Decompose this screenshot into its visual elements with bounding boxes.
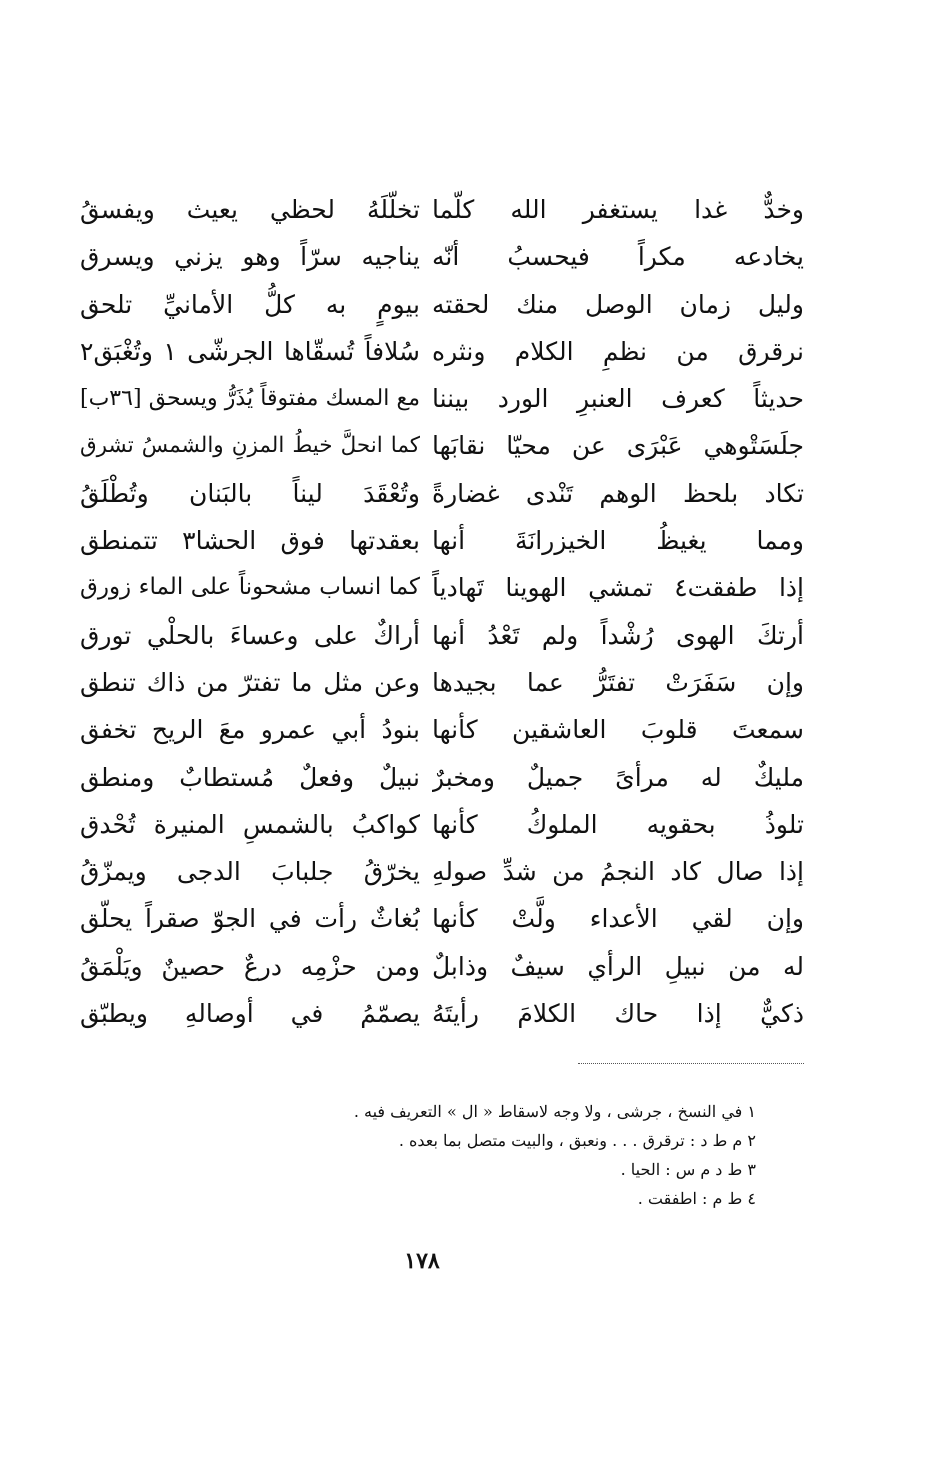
verse-line: بيومٍ به كلُّ الأمانيِّ تلحق	[80, 289, 420, 319]
verse-line: له من نبيلِ الرأي سيفٌ وذابلٌ	[432, 951, 804, 981]
verse-line: حديثاً كعرف العنبرِ الورد بيننا	[432, 384, 804, 414]
verse-line: تلوذُ بحقويه الملوكُ كأنها	[432, 809, 804, 839]
verse-line: مع المسك مفتوقاً يُذَرُّ ويسحق [٣٦ب]	[80, 386, 420, 412]
page-number: ١٧٨	[404, 1248, 440, 1274]
verse-line: أرتكَ الهوى رُشْداً ولم تَعْدُ أنها	[432, 620, 804, 650]
verse-line: بُغاثٌ رأت في الجوّ صقراً يحلّق	[80, 904, 420, 934]
verse-line: أراكٌ على وعساءَ بالحلْي تورق	[80, 620, 420, 650]
verse-line: ذكيٌّ إذا حاك الكلامَ رأيتَهُ	[432, 999, 804, 1029]
poem-left-column	[80, 186, 420, 1037]
footnote: ٤ ط م : اطفقت .	[637, 1189, 756, 1208]
verse-line: يخادعه مكراً فيحسبُ أنّه	[432, 242, 804, 272]
verse-line: كما انحلَّ خيطُ المزنِ والشمسُ تشرق	[80, 433, 420, 459]
verse-line: وتُعْقَدَ ليناً بالبَنان وتُطْلَقُ	[80, 478, 420, 508]
verse-line: سمعتَ قلوبَ العاشقين كأنها	[432, 715, 804, 745]
verse-line: وعن مثل ما تفترّ من ذاك تنطق	[80, 667, 420, 697]
verse-line: تخلّلَهُ لحظي يعيث ويفسقُ	[80, 195, 420, 224]
verse-line: ومما يغيظُ الخيزرانَةَ أنها	[432, 526, 804, 556]
footnote-divider	[578, 1063, 804, 1064]
verse-line: بعقدتها فوق الحشا٣ تتمنطق	[80, 526, 420, 556]
footnote: ١ في النسخ ، جرشى ، ولا وجه لاسقاط « ال » التعريف فيه .	[353, 1102, 756, 1121]
verse-line: نرقرق من نظمِ الكلام ونثره	[432, 336, 804, 366]
verse-line: بنودُ أبي عمرو معَ الريح تخفق	[80, 715, 420, 745]
footnote: ٢ م ط د : ترقرق . . . ونعبق ، والبيت متصل بما بعده .	[398, 1131, 756, 1150]
footnotes	[200, 1097, 756, 1213]
verse-line: يصمّمُ في أوصالهِ ويطبّق	[80, 999, 420, 1029]
footnote: ٣ ط د م س : الحيا .	[620, 1160, 756, 1179]
verse-line: وإن سَفَرَتْ تفتَرُّ عما بجيدها	[432, 667, 804, 697]
verse-line: وليل زمان الوصل منك لحقته	[432, 289, 804, 319]
verse-line: وإن لقي الأعداء ولَّتْ كأنها	[432, 904, 804, 934]
verse-line: كما انساب مشحوناً على الماء زورق	[80, 574, 420, 601]
verse-line: إذا صال كاد النجمُ من شدِّ صولهِ	[432, 857, 804, 887]
verse-line: ومن حزْمِه درعٌ حصينٌ ويَلْمَقُ	[80, 951, 420, 981]
verse-line: سُلافاً تُسقّاها الجرشّى ١ وتُغْبَق٢	[80, 336, 420, 366]
verse-line: جلَسَتْوهي عَبْرَى عن محيّا نقابَها	[432, 431, 804, 461]
verse-line: يناجيه سرّاً وهو يزني ويسرق	[80, 242, 420, 272]
verse-line: يخرّقُ جلبابَ الدجى ويمزّقُ	[80, 857, 420, 887]
verse-line: كواكبُ بالشمسِ المنيرة تُحْدق	[80, 809, 420, 839]
poem-right-column	[432, 186, 804, 1037]
verse-line: إذا طفقت٤ تمشي الهوينا تَهادياً	[432, 573, 804, 603]
verse-line: وخدٌّ غدا يستغفر الله كلّما	[432, 195, 804, 224]
verse-line: تكاد بلحظ الوهم تَنْدى غضارةً	[432, 478, 804, 508]
verse-line: نبيلٌ وفعلٌ مُستطابٌ ومنطق	[80, 762, 420, 792]
verse-line: مليكٌ له مرأىً جميلٌ ومخبرٌ	[432, 762, 804, 792]
